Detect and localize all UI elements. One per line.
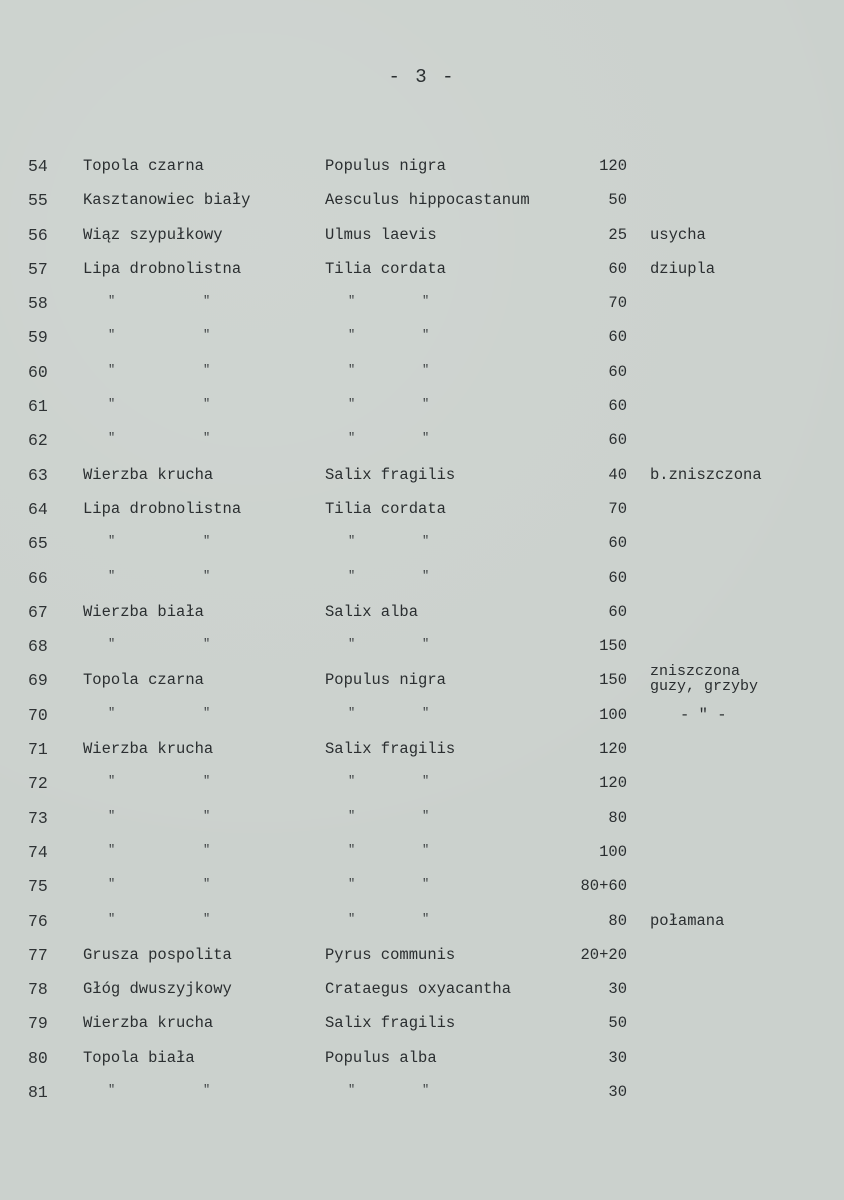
- row-number: 69: [28, 671, 48, 691]
- polish-name: Wierzba krucha: [83, 1014, 214, 1033]
- table-row: [0, 562, 844, 596]
- ditto-mark: ": [108, 705, 116, 720]
- polish-name: Topola biała: [83, 1048, 195, 1067]
- row-number: 71: [28, 740, 48, 760]
- row-number: 58: [28, 294, 48, 314]
- latin-name: Salix alba: [325, 602, 419, 621]
- row-number: 79: [28, 1014, 48, 1034]
- table-row: [0, 973, 844, 1007]
- measurement-value: 60: [608, 534, 627, 553]
- measurement-value: 120: [599, 774, 627, 793]
- ditto-mark: ": [108, 637, 116, 652]
- latin-name: Populus nigra: [325, 157, 446, 175]
- ditto-mark: ": [108, 877, 116, 892]
- table-row: [0, 219, 844, 253]
- row-number: 75: [28, 877, 48, 897]
- table-row: [0, 356, 844, 390]
- tree-inventory-table: [0, 150, 844, 1110]
- measurement-value: 80: [608, 808, 627, 827]
- ditto-mark: ": [108, 397, 116, 412]
- measurement-value: 100: [599, 705, 627, 724]
- measurement-value: 100: [599, 842, 627, 861]
- row-number: 54: [28, 157, 48, 176]
- row-number: 62: [28, 431, 48, 451]
- table-row: [0, 905, 844, 939]
- ditto-mark: ": [348, 637, 356, 652]
- row-number: 81: [28, 1083, 48, 1103]
- row-number: 60: [28, 362, 48, 382]
- measurement-value: 60: [608, 259, 627, 278]
- ditto-mark: ": [422, 294, 430, 309]
- ditto-mark: ": [422, 705, 430, 720]
- ditto-mark: ": [422, 568, 430, 583]
- ditto-mark: ": [348, 808, 356, 823]
- remarks: b.zniszczona: [650, 465, 762, 484]
- ditto-mark: ": [203, 877, 211, 892]
- row-number: 78: [28, 980, 48, 1000]
- ditto-mark: ": [422, 328, 430, 343]
- latin-name: Crataegus oxyacantha: [325, 980, 512, 999]
- table-row: [0, 1076, 844, 1110]
- remarks-line: zniszczona: [650, 663, 741, 681]
- measurement-value: 150: [599, 637, 627, 656]
- measurement-value: 60: [608, 602, 627, 621]
- ditto-mark: ": [108, 534, 116, 549]
- measurement-value: 120: [599, 157, 627, 175]
- page-number: - 3 -: [388, 66, 456, 88]
- table-row: [0, 424, 844, 458]
- table-row: [0, 287, 844, 321]
- row-number: 74: [28, 842, 48, 862]
- measurement-value: 40: [608, 465, 627, 484]
- table-row: [0, 493, 844, 527]
- latin-name: Aesculus hippocastanum: [325, 191, 530, 210]
- table-row: [0, 939, 844, 973]
- table-row: [0, 733, 844, 767]
- ditto-mark: ": [108, 431, 116, 446]
- polish-name: Wierzba krucha: [83, 465, 214, 484]
- row-number: 70: [28, 705, 48, 725]
- measurement-value: 80: [608, 911, 627, 930]
- table-row: [0, 699, 844, 733]
- ditto-mark: ": [348, 877, 356, 892]
- table-row: [0, 767, 844, 801]
- ditto-mark: ": [348, 362, 356, 377]
- measurement-value: 120: [599, 740, 627, 759]
- ditto-mark: ": [203, 705, 211, 720]
- ditto-mark: ": [348, 842, 356, 857]
- ditto-mark: ": [422, 842, 430, 857]
- row-number: 59: [28, 328, 48, 348]
- ditto-mark: ": [422, 1083, 430, 1098]
- ditto-mark: ": [348, 705, 356, 720]
- remarks: usycha: [650, 225, 706, 244]
- ditto-mark: ": [203, 294, 211, 309]
- ditto-mark: ": [108, 362, 116, 377]
- row-number: 80: [28, 1048, 48, 1068]
- latin-name: Tilia cordata: [325, 499, 446, 518]
- row-number: 61: [28, 397, 48, 417]
- remarks: [650, 664, 758, 694]
- table-row: [0, 802, 844, 836]
- ditto-mark: ": [203, 362, 211, 377]
- ditto-mark: ": [203, 808, 211, 823]
- row-number: 66: [28, 568, 48, 588]
- table-row: [0, 1007, 844, 1041]
- ditto-mark: ": [108, 911, 116, 926]
- measurement-value: 70: [608, 499, 627, 518]
- measurement-value: 30: [608, 1048, 627, 1067]
- row-number: 67: [28, 602, 48, 622]
- ditto-mark: ": [203, 842, 211, 857]
- table-row: [0, 390, 844, 424]
- row-number: 72: [28, 774, 48, 794]
- remarks-line: guzy, grzyby: [650, 678, 759, 696]
- ditto-mark: ": [348, 911, 356, 926]
- polish-name: Wierzba krucha: [83, 740, 214, 759]
- measurement-value: 80+60: [580, 877, 627, 896]
- ditto-mark: ": [422, 911, 430, 926]
- ditto-mark: ": [108, 774, 116, 789]
- ditto-mark: ": [348, 774, 356, 789]
- measurement-value: 60: [608, 568, 627, 587]
- measurement-value: 25: [608, 225, 627, 244]
- ditto-mark: ": [422, 534, 430, 549]
- row-number: 63: [28, 465, 48, 485]
- row-number: 65: [28, 534, 48, 554]
- remarks: - " -: [680, 705, 727, 724]
- row-number: 76: [28, 911, 48, 931]
- ditto-mark: ": [203, 774, 211, 789]
- table-row: [0, 527, 844, 561]
- remarks: dziupla: [650, 259, 716, 278]
- ditto-mark: ": [422, 774, 430, 789]
- ditto-mark: ": [422, 808, 430, 823]
- table-row: [0, 596, 844, 630]
- measurement-value: 30: [608, 1083, 627, 1102]
- ditto-mark: ": [203, 431, 211, 446]
- latin-name: Salix fragilis: [325, 740, 456, 759]
- table-row: [0, 321, 844, 355]
- ditto-mark: ": [348, 294, 356, 309]
- ditto-mark: ": [422, 431, 430, 446]
- ditto-mark: ": [203, 637, 211, 652]
- table-row: [0, 150, 844, 184]
- polish-name: Topola czarna: [83, 671, 204, 690]
- row-number: 73: [28, 808, 48, 828]
- row-number: 57: [28, 259, 48, 279]
- table-row: [0, 630, 844, 664]
- measurement-value: 150: [599, 671, 627, 690]
- polish-name: Lipa drobnolistna: [83, 499, 242, 518]
- ditto-mark: ": [108, 842, 116, 857]
- measurement-value: 60: [608, 431, 627, 450]
- ditto-mark: ": [108, 808, 116, 823]
- measurement-value: 50: [608, 1014, 627, 1033]
- remarks: połamana: [650, 911, 725, 930]
- latin-name: Pyrus communis: [325, 945, 456, 964]
- measurement-value: 60: [608, 328, 627, 347]
- ditto-mark: ": [348, 1083, 356, 1098]
- row-number: 56: [28, 225, 48, 245]
- ditto-mark: ": [348, 534, 356, 549]
- table-row: [0, 459, 844, 493]
- polish-name: Topola czarna: [83, 157, 204, 175]
- polish-name: Grusza pospolita: [83, 945, 232, 964]
- ditto-mark: ": [203, 397, 211, 412]
- ditto-mark: ": [422, 637, 430, 652]
- latin-name: Tilia cordata: [325, 259, 446, 278]
- latin-name: Populus nigra: [325, 671, 446, 690]
- ditto-mark: ": [203, 911, 211, 926]
- polish-name: Kasztanowiec biały: [83, 191, 251, 210]
- ditto-mark: ": [108, 294, 116, 309]
- row-number: 55: [28, 191, 48, 211]
- ditto-mark: ": [108, 1083, 116, 1098]
- polish-name: Lipa drobnolistna: [83, 259, 242, 278]
- ditto-mark: ": [203, 1083, 211, 1098]
- measurement-value: 60: [608, 362, 627, 381]
- measurement-value: 20+20: [580, 945, 627, 964]
- ditto-mark: ": [203, 534, 211, 549]
- latin-name: Salix fragilis: [325, 465, 456, 484]
- ditto-mark: ": [422, 397, 430, 412]
- ditto-mark: ": [108, 568, 116, 583]
- latin-name: Salix fragilis: [325, 1014, 456, 1033]
- ditto-mark: ": [203, 568, 211, 583]
- ditto-mark: ": [108, 328, 116, 343]
- ditto-mark: ": [348, 568, 356, 583]
- row-number: 68: [28, 637, 48, 657]
- row-number: 77: [28, 945, 48, 965]
- latin-name: Populus alba: [325, 1048, 437, 1067]
- measurement-value: 70: [608, 294, 627, 313]
- ditto-mark: ": [422, 362, 430, 377]
- table-row: [0, 184, 844, 218]
- polish-name: Wierzba biała: [83, 602, 204, 621]
- polish-name: Wiąz szypułkowy: [83, 225, 223, 244]
- table-row: [0, 870, 844, 904]
- polish-name: Głóg dwuszyjkowy: [83, 980, 232, 999]
- row-number: 64: [28, 499, 48, 519]
- table-row: [0, 836, 844, 870]
- measurement-value: 30: [608, 980, 627, 999]
- ditto-mark: ": [203, 328, 211, 343]
- table-row: [0, 253, 844, 287]
- measurement-value: 50: [608, 191, 627, 210]
- ditto-mark: ": [348, 431, 356, 446]
- ditto-mark: ": [348, 328, 356, 343]
- table-row: [0, 664, 844, 698]
- ditto-mark: ": [348, 397, 356, 412]
- measurement-value: 60: [608, 397, 627, 416]
- latin-name: Ulmus laevis: [325, 225, 437, 244]
- ditto-mark: ": [422, 877, 430, 892]
- table-row: [0, 1042, 844, 1076]
